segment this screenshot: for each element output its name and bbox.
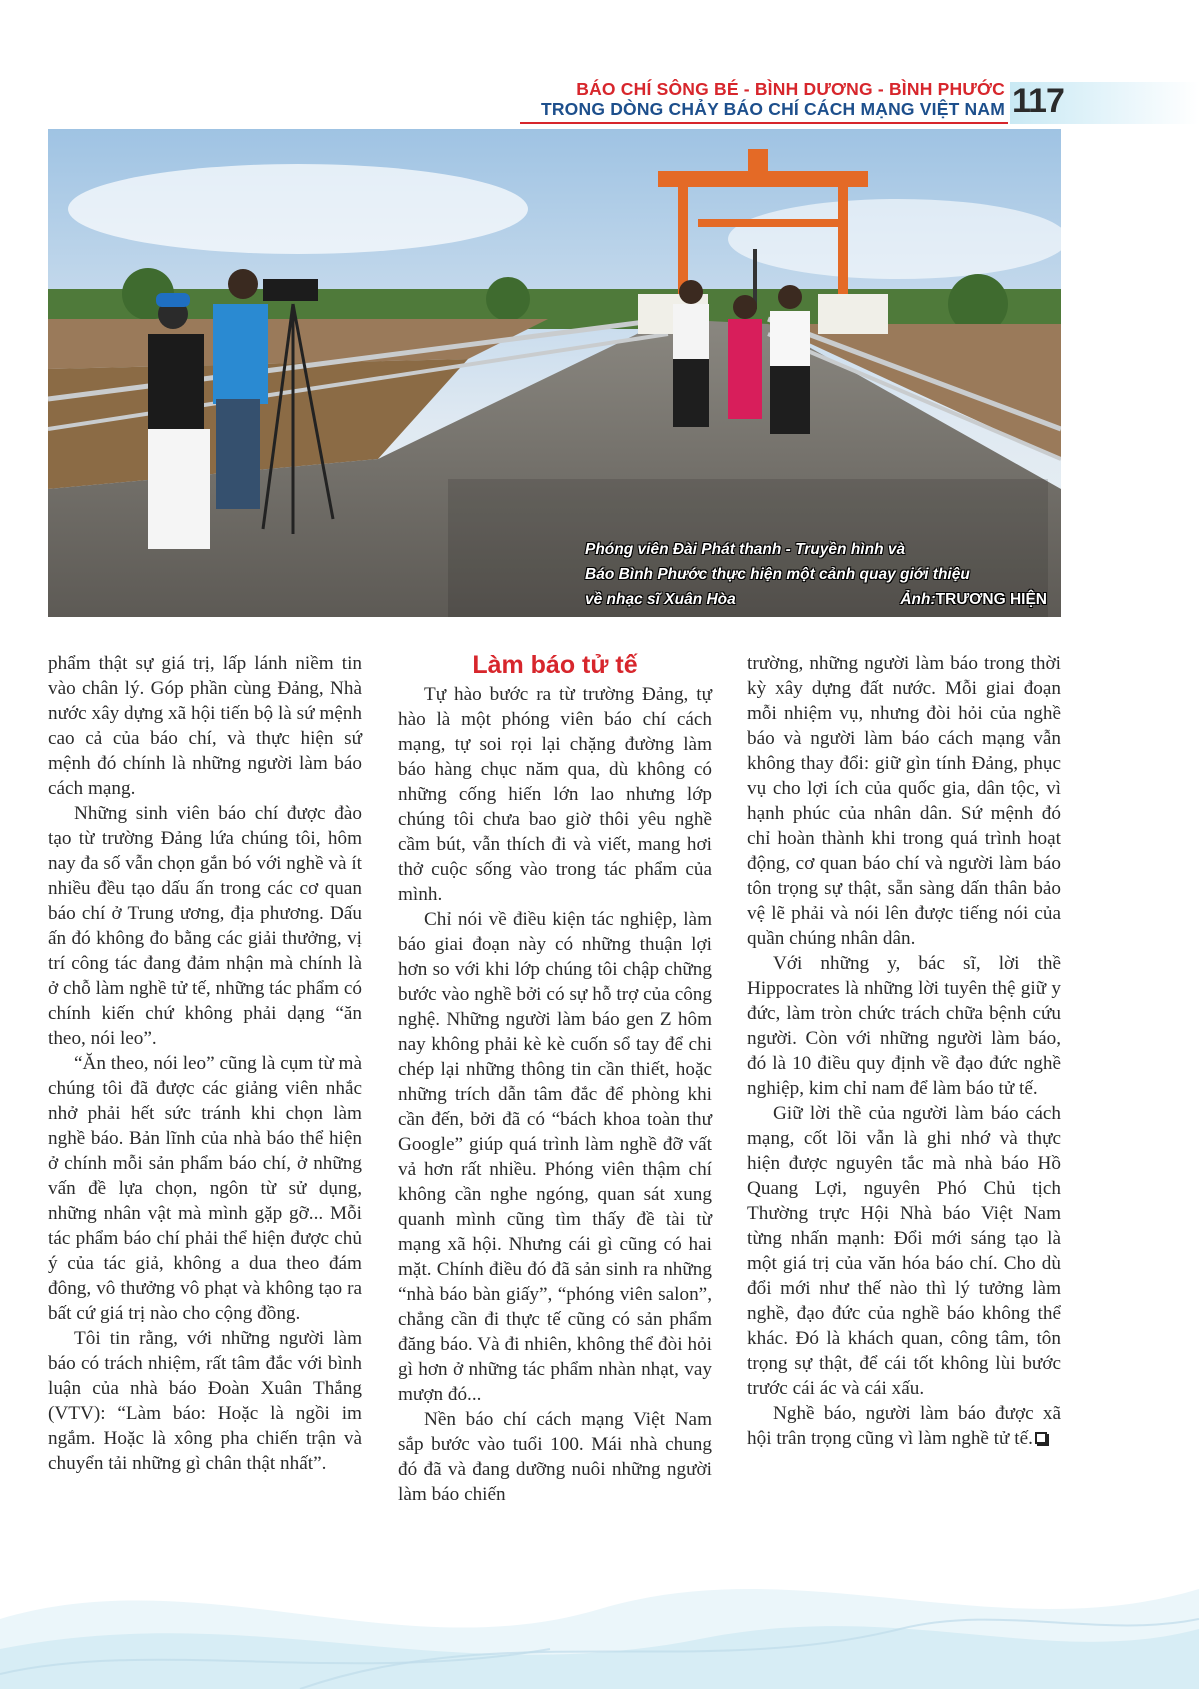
article-column-3 (747, 651, 1061, 1451)
paragraph: Với những y, bác sĩ, lời thề Hippocrates là những lời tuyên thệ giữ y đức, làm tròn chức trách chữa bệnh cứu người. Còn với những người làm báo, đó là 10 điều quy định về đạo đức nghề nghiệp, kim chỉ nam để làm báo tử tế. (747, 953, 1061, 1099)
header-line-1: BÁO CHÍ SÔNG BÉ - BÌNH DƯƠNG - BÌNH PHƯỚC (576, 79, 1005, 99)
header-rule (520, 122, 1008, 124)
caption-line-1: Phóng viên Đài Phát thanh - Truyền hình và (585, 541, 906, 558)
credit-name: TRƯƠNG HIỆN (935, 591, 1047, 608)
article-column-2 (398, 651, 712, 1507)
caption-line-2: Báo Bình Phước thực hiện một cảnh quay giới thiệu (585, 566, 970, 583)
caption-line-3: về nhạc sĩ Xuân Hòa (585, 591, 736, 608)
paragraph: Nền báo chí cách mạng Việt Nam sắp bước vào tuổi 100. Mái nhà chung đó đã và đang dưỡng nuôi những người làm báo chiến (398, 1409, 712, 1505)
article-column-1 (48, 651, 362, 1476)
running-header (541, 79, 1005, 119)
final-text: Nghề báo, người làm báo được xã hội trân trọng cũng vì làm nghề tử tế. (747, 1403, 1061, 1449)
paragraph: phẩm thật sự giá trị, lấp lánh niềm tin vào chân lý. Góp phần cùng Đảng, Nhà nước xây dựng xã hội tiến bộ là sứ mệnh cao cả của báo chí, và thực hiện sứ mệnh đó chính là những người làm báo cách mạng. (48, 653, 362, 799)
paragraph: Tôi tin rằng, với những người làm báo có trách nhiệm, rất tâm đắc với bình luận của nhà báo Đoàn Xuân Thắng (VTV): “Làm báo: Hoặc là ngồi im ngắm. Hoặc là xông pha chiến trận và chuyển tải những gì chân thật nhất”. (48, 1328, 362, 1474)
header-line-2: TRONG DÒNG CHẢY BÁO CHÍ CÁCH MẠNG VIỆT NAM (540, 99, 1005, 119)
page-number: 117 (1012, 82, 1064, 120)
paragraph: Giữ lời thề của người làm báo cách mạng, cốt lõi vẫn là ghi nhớ và thực hiện được nguyên tắc mà nhà báo Hồ Quang Lợi, nguyên Phó Chủ tịch Thường trực Hội Nhà báo Việt Nam từng nhấn mạnh: Đổi mới sáng tạo là một giá trị của văn hóa báo chí. Cho dù đổi mới như thế nào thì lý tưởng làm nghề, đạo đức của nghề báo không thể khác. Đó là khách quan, công tâm, tôn trọng sự thật, để cái tốt không lùi bước trước cái ác và cái xấu. (747, 1103, 1061, 1399)
paragraph: “Ăn theo, nói leo” cũng là cụm từ mà chúng tôi đã được các giảng viên nhắc nhở phải hết sức tránh khi chọn làm nghề báo. Bản lĩnh của nhà báo thể hiện ở chính mỗi sản phẩm báo chí, ở những vấn đề lựa chọn, ngôn từ sử dụng, những nhân vật mà mình gặp gỡ... Mỗi tác phẩm báo chí phải thể hiện được chủ ý của tác giả, không a dua theo đám đông, vô thưởng vô phạt và không tạo ra bất cứ giá trị nào cho cộng đồng. (48, 1053, 362, 1324)
paragraph: trường, những người làm báo trong thời kỳ xây dựng đất nước. Mỗi giai đoạn mỗi nhiệm vụ, nhưng đòi hỏi của nghề báo và người làm báo cách mạng vẫn không thay đổi: giữ gìn tính Đảng, phục vụ cho lợi ích của quốc gia, dân tộc, vì hạnh phúc của nhân dân. Sứ mệnh đó chỉ hoàn thành khi trong quá trình hoạt động, cơ quan báo chí và người làm báo tôn trọng sự thật, sẵn sàng dấn thân bảo vệ lẽ phải và nói lên được tiếng nói của quần chúng nhân dân. (747, 653, 1061, 949)
credit-label: Ảnh: (900, 591, 936, 608)
section-title: Làm báo tử tế (472, 651, 638, 679)
photo-caption (585, 537, 1055, 612)
paragraph: Tự hào bước ra từ trường Đảng, tự hào là một phóng viên báo chí cách mạng, tự soi rọi lại chặng đường làm báo hàng chục năm qua, dù không có những cống hiến lớn lao nhưng lớp chúng tôi chưa bao giờ thôi yêu nghề cầm bút, vẫn thích đi và viết, mang hơi thở cuộc sống vào trong tác phẩm của mình. (398, 684, 712, 905)
paragraph: Chỉ nói về điều kiện tác nghiệp, làm báo giai đoạn này có những thuận lợi hơn so với khi lớp chúng tôi chập chững bước vào nghề bởi có sự hỗ trợ của công nghệ. Những người làm báo gen Z hôm nay không phải kè kè cuốn sổ tay để chi chép lại những thông tin cần thiết, hoặc những trích dẫn tâm đắc để phòng khi cần đến, bởi đã có “bách khoa toàn thư Google” giúp quá trình làm nghề đỡ vất vả hơn rất nhiều. Phóng viên thậm chí không cần nghe ngóng, quan sát xung quanh mình cũng tìm thấy đề tài từ mạng xã hội. Nhưng cái gì cũng có hai mặt. Chính điều đó đã sản sinh ra những “nhà báo bàn giấy”, “phóng viên salon”, chẳng cần đi thực tế cũng có sản phẩm đăng báo. Và đi nhiên, không thể đòi hỏi gì hơn ở những tác phẩm nhàn nhạt, vay mượn đó... (398, 909, 712, 1405)
wave-decoration (0, 1499, 1199, 1689)
photo-credit (900, 587, 1047, 612)
end-mark-icon (1035, 1432, 1047, 1444)
paragraph-final (747, 1401, 1061, 1451)
paragraph: Những sinh viên báo chí được đào tạo từ trường Đảng lứa chúng tôi, hôm nay đa số vẫn chọn gắn bó với nghề và ít nhiều đều tạo dấu ấn trong các cơ quan báo chí ở Trung ương, địa phương. Dấu ấn đó không đo bằng các giải thưởng, vị trí công tác đang đảm nhận mà chính là ở chỗ làm nghề tử tế, những tác phẩm có chính kiến chứ không phải dạng “ăn theo, nói leo”. (48, 803, 362, 1049)
